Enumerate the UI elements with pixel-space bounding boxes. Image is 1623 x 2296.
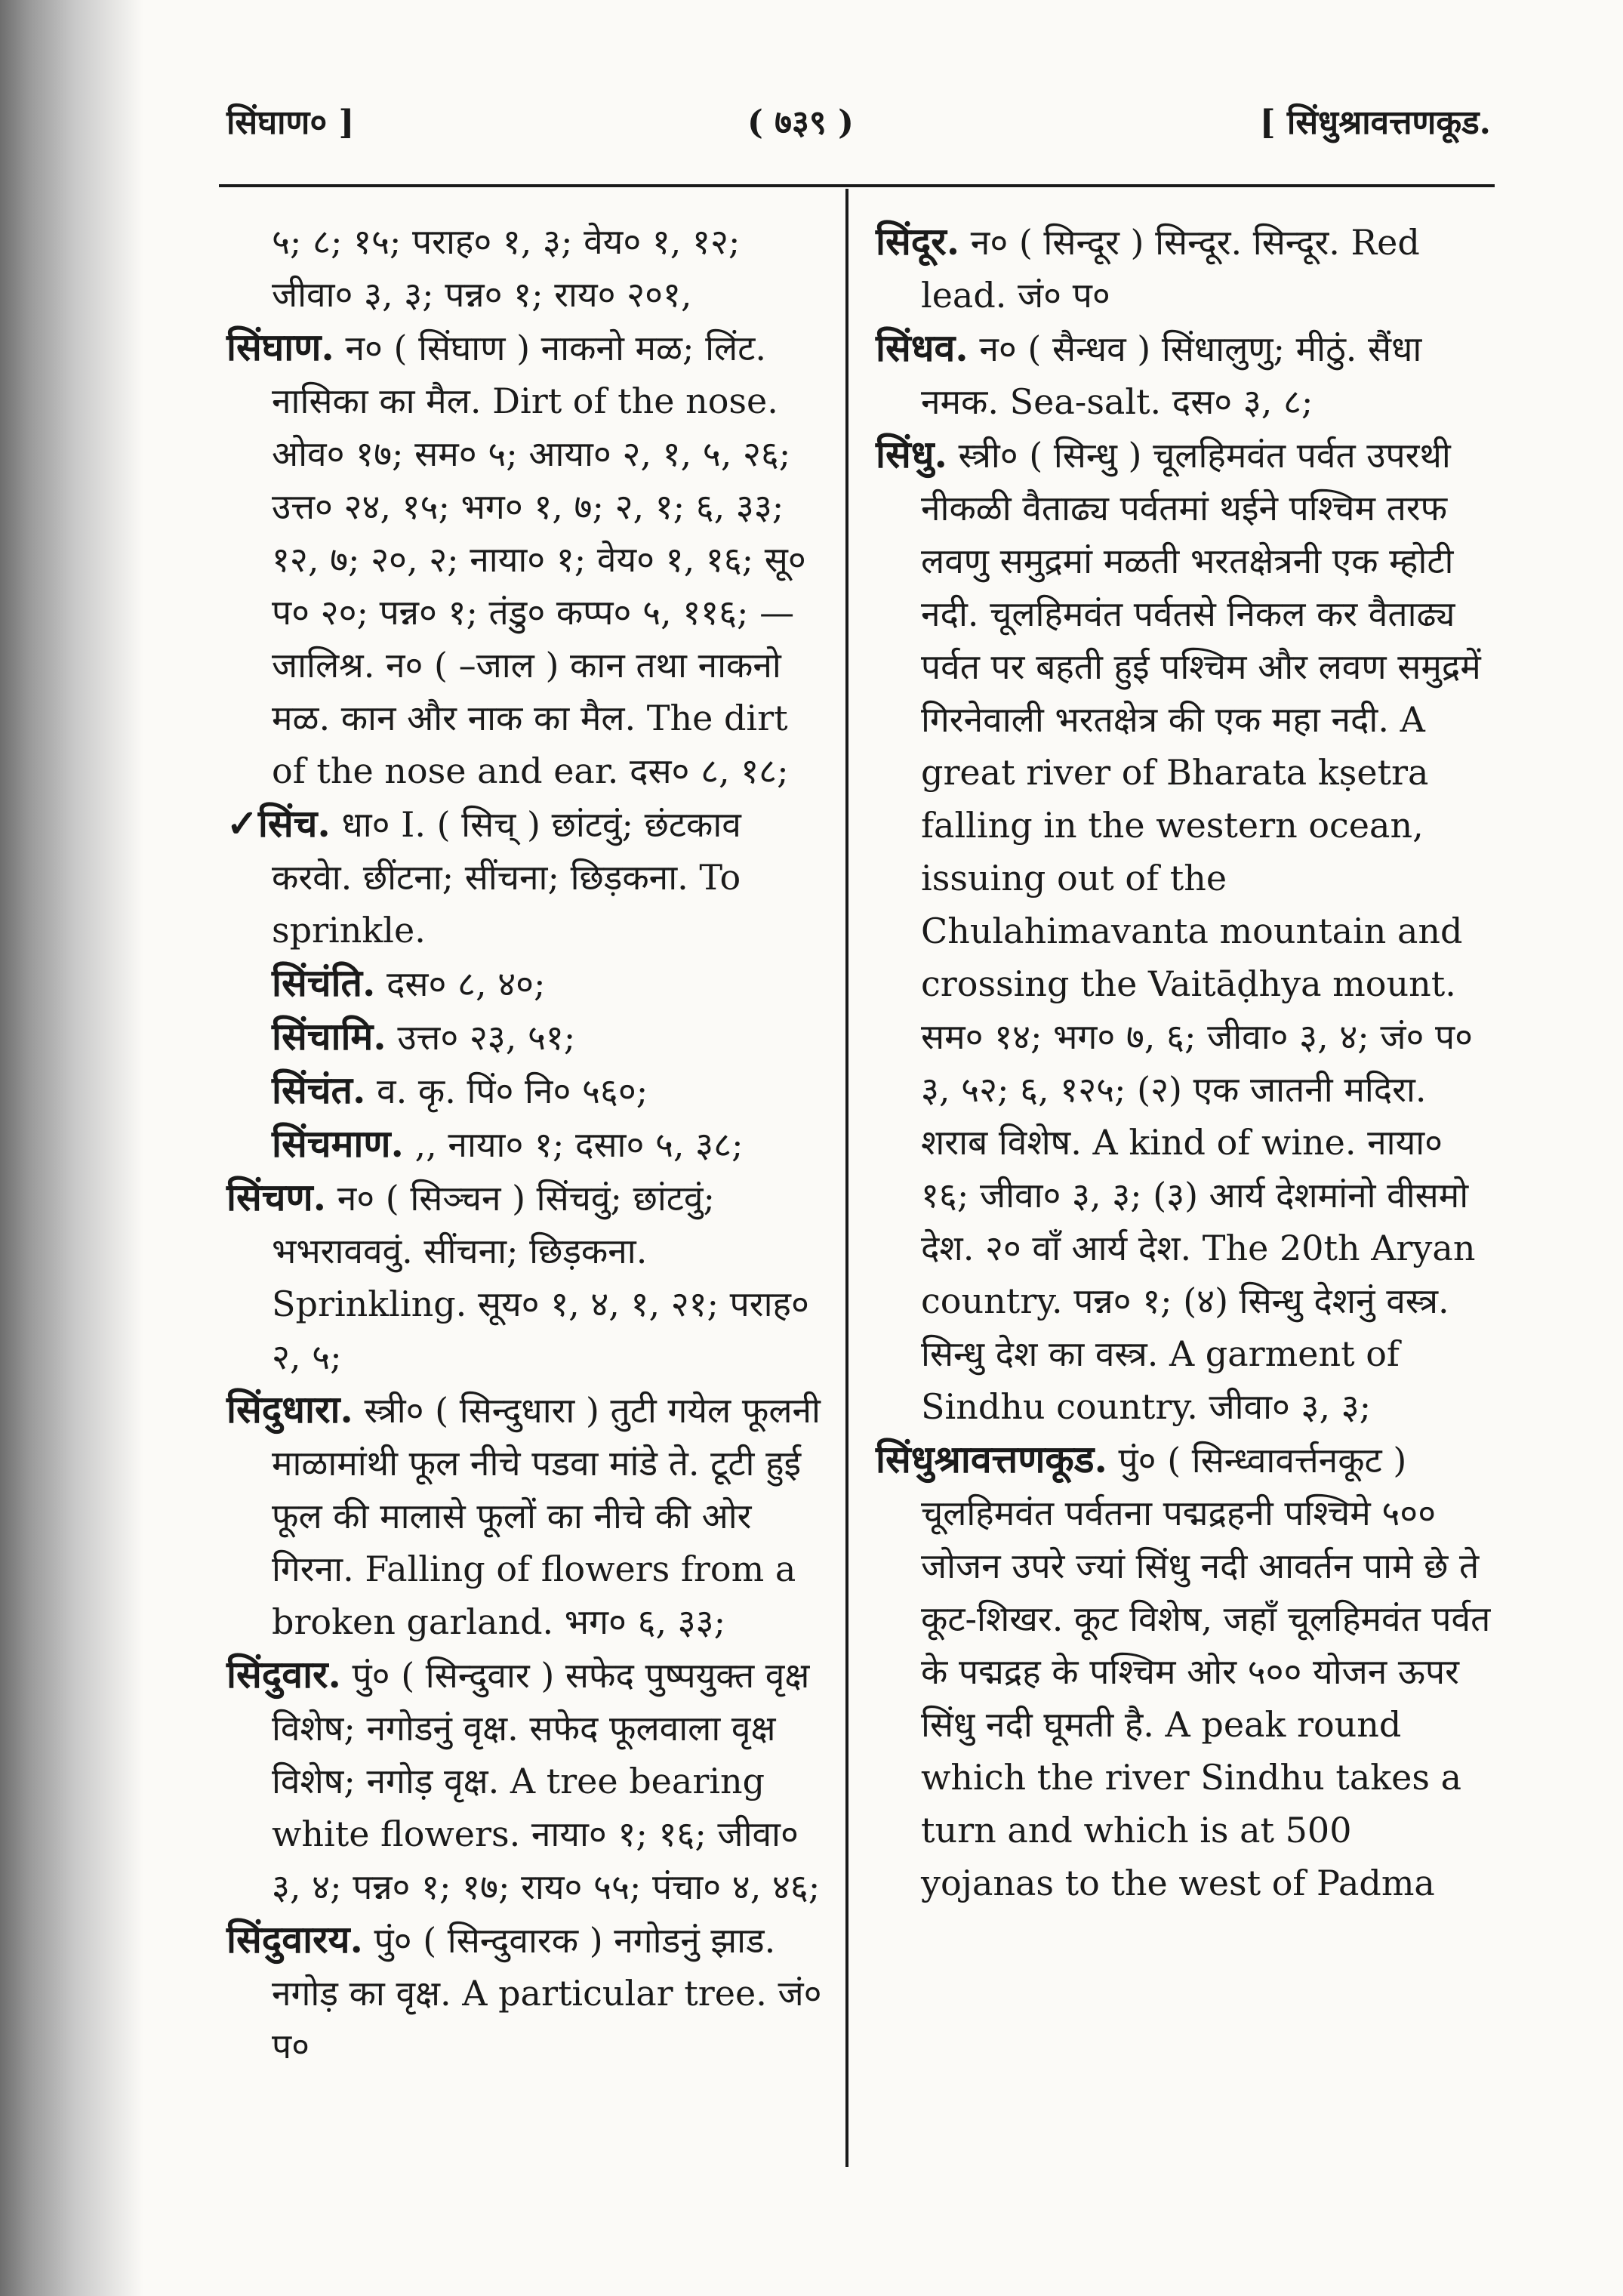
dictionary-subentry <box>226 957 830 1010</box>
entry-headword: ✓सिंच. <box>226 801 331 846</box>
dictionary-entry <box>876 1433 1495 1909</box>
entry-text: न० ( सिञ्चन ) सिंचवुं; छांटवुं; भभरावववुं. सींचना; छिड़कना. Sprinkling. सूय० १, ४, १, २१; पराह० २, ५; <box>272 1178 809 1377</box>
dictionary-entry <box>226 1913 830 2073</box>
dictionary-subentry <box>226 1117 830 1171</box>
entry-text: पुं० ( सिन्दुवार ) सफेद पुष्पयुक्त वृक्ष विशेष; नगोडनुं वृक्ष. सफेद फूलवाला वृक्ष विशेष; नगोड़ वृक्ष. A tree bearing white flowers. नाया० १; १६; जीवा० ३, ४; पन्न० १; १७; राय० ५५; पंचा० ४, ४६; <box>272 1655 821 1907</box>
dictionary-entry <box>226 321 830 797</box>
entry-headword: सिंधु. <box>876 432 947 476</box>
header-left-guideword: सिंघाण० ] <box>226 103 355 142</box>
entry-headword: सिंचमाण. <box>272 1121 404 1166</box>
dictionary-entry <box>226 1171 830 1383</box>
entry-headword: सिंदुवार. <box>226 1652 341 1697</box>
dictionary-entry <box>876 428 1495 1433</box>
dictionary-subentry <box>226 1064 830 1117</box>
entry-headword: सिंधुश्रावत्तणकूड. <box>876 1437 1107 1481</box>
entry-headword: सिंचण. <box>226 1175 327 1219</box>
entry-text: उत्त० २३, ५१; <box>397 1017 576 1058</box>
entry-headword: सिंदुधारा. <box>226 1387 353 1432</box>
entry-continuation <box>226 215 830 321</box>
entry-headword: सिंघाण. <box>226 325 334 369</box>
entry-text: न० ( सिंघाण ) नाकनो मळ; लिंट. नासिका का मैल. Dirt of the nose. ओव० १७; सम० ५; आया० २, १, ५, २६; उत्त० २४, १५; भग० १, ७; २, १; ६, ३३; १२, ७; २०, २; नाया० १; वेय० १, १६; सू० प० २०; पन्न० १; तंडु० कप्प० ५, ११६; —जालिश्र. न० ( –जाल ) कान तथा नाकनो मळ. कान और नाक का मैल. The dirt of the nose and ear. दस० ८, १८; <box>272 328 806 791</box>
entry-text: व. कृ. पिं० नि० ५६०; <box>377 1071 648 1111</box>
entry-text: स्त्री० ( सिन्धु ) चूलहिमवंत पर्वत उपरथी नीकळी वैताढ्य पर्वतमां थईने पश्चिम तरफ लवणु समुद्रमां मळती भरतक्षेत्रनी एक म्होटी नदी. चूलहिमवंत पर्वतसे निकल कर वैताढ्य पर्वत पर बहती हुई पश्चिम और लवण समुद्रमें गिरनेवाली भरतक्षेत्र की एक महा नदी. A great river of Bharata kṣetra falling in the western ocean, issuing out of the Chulahimavanta mountain and crossing the Vaitāḍhya mount. सम० १४; भग० ७, ६; जीवा० ३, ४; जं० प० ३, ५२; ६, १२५; (२) एक जातनी मदिरा. शराब विशेष. A kind of wine. नाया० १६; जीवा० ३, ३; (३) आर्य देशमांनो वीसमो देश. २० वाँ आर्य देश. The 20th Aryan country. पन्न० १; (४) सिन्धु देशनुं वस्त्र. सिन्धु देश का वस्त्र. A garment of Sindhu country. जीवा० ३, ३; <box>921 435 1481 1427</box>
dictionary-entry <box>226 1383 830 1648</box>
scan-edge-shadow <box>0 0 143 2296</box>
column-divider <box>845 189 848 2167</box>
dictionary-entry <box>226 797 830 957</box>
entry-headword: सिंचंत. <box>272 1068 366 1112</box>
right-column <box>876 215 1495 1909</box>
entry-text: धा० I. ( सिच् ) छांटवुं; छंटकाव करवेा. छींटना; सींचना; छिड़कना. To sprinkle. <box>272 804 741 951</box>
dictionary-entry <box>876 322 1495 428</box>
entry-headword: सिंदुवारय. <box>226 1917 363 1962</box>
entry-text: पुं० ( सिन्दुवारक ) नगोडनुं झाड. नगोड़ का वृक्ष. A particular tree. जं० प० <box>272 1920 822 2066</box>
entry-text: न० ( सैन्धव ) सिंधालुणु; मीठुं. सैंधा नमक. Sea-salt. दस० ३, ८; <box>921 328 1422 422</box>
header-right-guideword: [ सिंधुश्रावत्तणकूड. <box>1259 103 1491 142</box>
dictionary-entry <box>876 215 1495 322</box>
dictionary-subentry <box>226 1010 830 1064</box>
entry-headword: सिंचामि. <box>272 1014 387 1059</box>
entry-text: पुं० ( सिन्ध्वावर्त्तनकूट ) चूलहिमवंत पर्वतना पद्मद्रहनी पश्चिमे ५०० जोजन उपरे ज्यां सिंधु नदी आवर्तन पामे छे ते कूट-शिखर. कूट विशेष, जहाँ चूलहिमवंत पर्वत के पद्मद्रह के पश्चिम ओर ५०० योजन ऊपर सिंधु नदी घूमती है. A peak round which the river Sindhu takes a turn and which is at 500 yojanas to the west of Padma <box>921 1440 1491 1903</box>
dictionary-entry <box>226 1648 830 1913</box>
entry-text: ५; ८; १५; पराह० १, ३; वेय० १, १२; जीवा० ३, ३; पन्न० १; राय० २०१, <box>272 221 741 315</box>
left-column <box>226 215 830 2073</box>
page-number: ( ७३९ ) <box>747 103 854 142</box>
page-header <box>226 91 1491 151</box>
entry-text: दस० ८, ४०; <box>386 963 546 1004</box>
entry-text: ,, नाया० १; दसा० ५, ३८; <box>414 1124 744 1165</box>
entry-headword: सिंधव. <box>876 325 969 370</box>
entry-headword: सिंदूर. <box>876 219 960 264</box>
entry-headword: सिंचंति. <box>272 960 376 1005</box>
entry-text: न० ( सिन्दूर ) सिन्दूर. सिन्दूर. Red lead. जं० प० <box>921 222 1420 316</box>
header-rule <box>219 184 1495 187</box>
entry-text: स्त्री० ( सिन्दुधारा ) तुटी गयेल फूलनी माळामांथी फूल नीचे पडवा मांडे ते. टूटी हुई फूल की मालासे फूलों का नीचे की ओर गिरना. Falling of flowers from a broken garland. भग० ६, ३३; <box>272 1390 821 1642</box>
